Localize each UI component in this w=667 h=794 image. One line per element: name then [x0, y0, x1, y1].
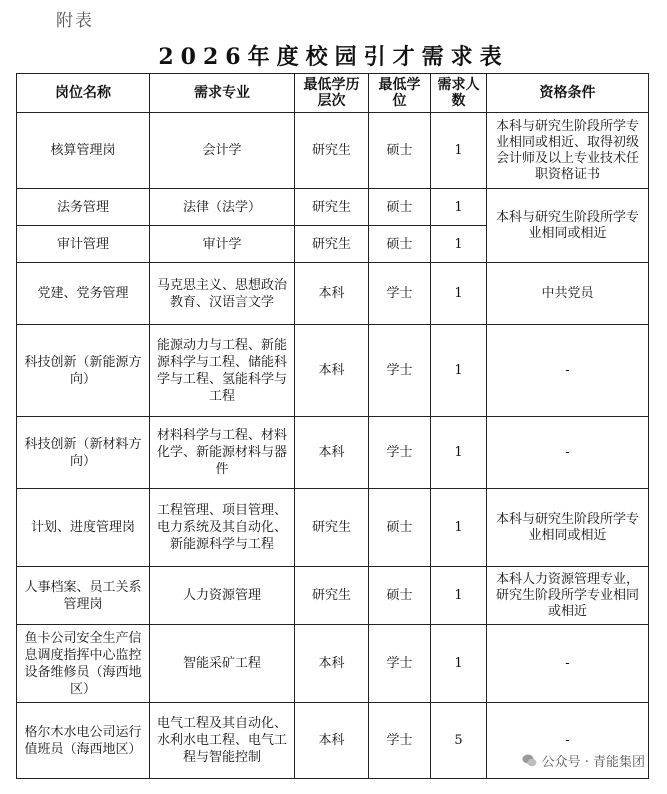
table-row [17, 567, 649, 625]
table-row [17, 263, 649, 325]
header-major: 需求专业 [150, 74, 295, 113]
table-row [17, 113, 649, 189]
cell-degree: 硕士 [369, 567, 431, 625]
header-qual: 资格条件 [487, 74, 649, 113]
table-row [17, 417, 649, 489]
cell-qual: 本科与研究生阶段所学专业相同或相近 [487, 489, 649, 567]
cell-position: 格尔木水电公司运行值班员（海西地区） [17, 703, 150, 779]
cell-position: 计划、进度管理岗 [17, 489, 150, 567]
cell-count: 1 [431, 489, 487, 567]
cell-qual: - [487, 325, 649, 417]
cell-major: 能源动力与工程、新能源科学与工程、储能科学与工程、氢能科学与工程 [150, 325, 295, 417]
cell-qual: 本科人力资源管理专业，研究生阶段所学专业相同或相近 [487, 567, 649, 625]
cell-count: 5 [431, 703, 487, 779]
cell-degree: 学士 [369, 703, 431, 779]
cell-edu: 研究生 [295, 226, 369, 263]
requirements-table [16, 73, 649, 779]
cell-major: 审计学 [150, 226, 295, 263]
cell-count: 1 [431, 189, 487, 226]
cell-edu: 本科 [295, 325, 369, 417]
table-row [17, 325, 649, 417]
cell-count: 1 [431, 325, 487, 417]
cell-degree: 硕士 [369, 489, 431, 567]
cell-count: 1 [431, 567, 487, 625]
cell-degree: 学士 [369, 325, 431, 417]
cell-position: 科技创新（新能源方向） [17, 325, 150, 417]
annex-label: 附表 [56, 11, 94, 31]
cell-edu: 本科 [295, 263, 369, 325]
cell-major: 马克思主义、思想政治教育、汉语言文学 [150, 263, 295, 325]
table-row [17, 489, 649, 567]
cell-count: 1 [431, 263, 487, 325]
cell-edu: 本科 [295, 417, 369, 489]
cell-degree: 硕士 [369, 189, 431, 226]
cell-degree: 学士 [369, 625, 431, 703]
header-edu: 最低学历层次 [295, 74, 369, 113]
cell-count: 1 [431, 625, 487, 703]
cell-position: 鱼卡公司安全生产信息调度指挥中心监控设备维修员（海西地区） [17, 625, 150, 703]
page-title: 2026年度校园引才需求表 [158, 44, 509, 70]
cell-major: 法律（法学） [150, 189, 295, 226]
cell-major: 材料科学与工程、材料化学、新能源材料与器件 [150, 417, 295, 489]
cell-count: 1 [431, 417, 487, 489]
table-row [17, 189, 649, 226]
cell-degree: 学士 [369, 417, 431, 489]
header-degree: 最低学位 [369, 74, 431, 113]
cell-position: 科技创新（新材料方向） [17, 417, 150, 489]
table-row [17, 625, 649, 703]
cell-major: 电气工程及其自动化、水利水电工程、电气工程与智能控制 [150, 703, 295, 779]
cell-edu: 研究生 [295, 567, 369, 625]
watermark-text: 公众号 · 青能集团 [541, 755, 645, 770]
cell-degree: 硕士 [369, 113, 431, 189]
cell-qual: - [487, 703, 649, 779]
cell-edu: 研究生 [295, 113, 369, 189]
cell-degree: 学士 [369, 263, 431, 325]
cell-position: 人事档案、员工关系管理岗 [17, 567, 150, 625]
cell-major: 人力资源管理 [150, 567, 295, 625]
cell-qual: 本科与研究生阶段所学专业相同或相近、取得初级会计师及以上专业技术任职资格证书 [487, 113, 649, 189]
cell-qual: - [487, 417, 649, 489]
header-position: 岗位名称 [17, 74, 150, 113]
cell-edu: 研究生 [295, 189, 369, 226]
wechat-icon [522, 754, 537, 767]
cell-edu: 本科 [295, 625, 369, 703]
cell-qual: - [487, 625, 649, 703]
cell-edu: 研究生 [295, 489, 369, 567]
cell-major: 智能采矿工程 [150, 625, 295, 703]
cell-major: 工程管理、项目管理、电力系统及其自动化、新能源科学与工程 [150, 489, 295, 567]
cell-position: 党建、党务管理 [17, 263, 150, 325]
cell-edu: 本科 [295, 703, 369, 779]
cell-major: 会计学 [150, 113, 295, 189]
cell-count: 1 [431, 226, 487, 263]
cell-degree: 硕士 [369, 226, 431, 263]
cell-qual-merged: 本科与研究生阶段所学专业相同或相近 [487, 189, 649, 263]
table-header-row [17, 74, 649, 113]
cell-count: 1 [431, 113, 487, 189]
cell-position: 法务管理 [17, 189, 150, 226]
cell-qual: 中共党员 [487, 263, 649, 325]
wechat-watermark [522, 751, 645, 770]
header-count: 需求人数 [431, 74, 487, 113]
cell-position: 核算管理岗 [17, 113, 150, 189]
cell-position: 审计管理 [17, 226, 150, 263]
